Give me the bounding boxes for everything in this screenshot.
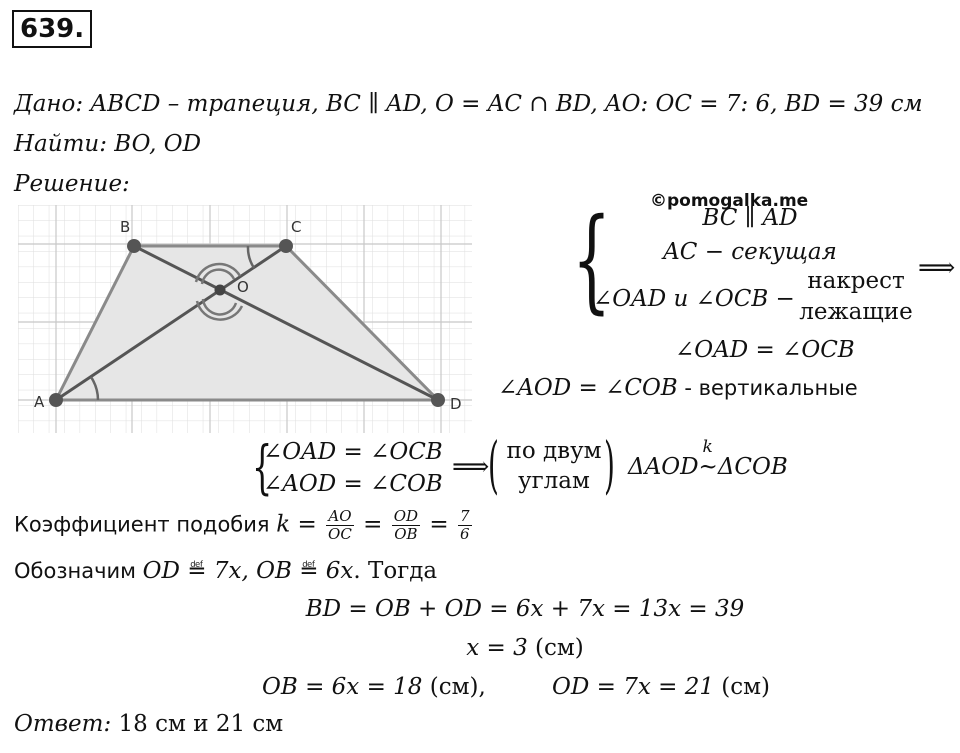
watermark: ©pomogalka.me: [650, 191, 809, 211]
denote-tail: . Тогда: [353, 558, 438, 584]
answer-line: [14, 709, 283, 739]
eq-ob: [262, 672, 486, 702]
system1-implies: ⟹: [918, 253, 956, 283]
similarity: [628, 437, 788, 482]
label-a: A: [34, 393, 45, 411]
coef-frac-2: [392, 508, 420, 543]
system1-row3-left: ∠OAD и ∠OCB −: [593, 286, 795, 312]
point-c: [279, 239, 293, 253]
system2-row2: ∠AOD = ∠COB: [263, 471, 443, 497]
frac2-den: OB: [394, 525, 418, 543]
similar-right: ΔCOB: [717, 454, 788, 480]
coef-k: k: [276, 511, 291, 538]
point-a: [49, 393, 63, 407]
paren-left: (: [488, 428, 499, 501]
eq-bd: BD = OB + OD = 6x + 7x = 13x = 39: [305, 596, 745, 622]
system2-brace: {: [252, 433, 273, 501]
point-b: [127, 239, 141, 253]
label-c: C: [291, 218, 302, 236]
eq-ob-unit: (см),: [422, 674, 486, 700]
system1-row3-right-bottom: лежащие: [799, 299, 913, 325]
eq-od-math: OD = 7x = 21: [552, 674, 714, 700]
similar-k: k: [702, 437, 713, 457]
point-d: [431, 393, 445, 407]
coef-eq-2: =: [355, 511, 390, 538]
problem-number: 639.: [12, 10, 92, 48]
point-o: [215, 285, 226, 296]
label-d: D: [450, 395, 462, 413]
coef-line: [14, 508, 474, 543]
label-o: O: [237, 278, 249, 296]
coef-frac-3: [458, 508, 472, 543]
system2-implies: ⟹: [452, 452, 490, 482]
def-sym-2: ≝: [299, 558, 319, 584]
system1-brace: {: [572, 195, 612, 325]
similar-tilde: ~: [698, 454, 718, 480]
frac1-den: OC: [328, 525, 352, 543]
denote-def2: 6x: [325, 558, 354, 584]
denote-text: Обозначим: [14, 559, 143, 583]
vertical-math: ∠AOD = ∠COB: [498, 375, 678, 401]
coef-eq-3: =: [422, 511, 456, 538]
find-text: : BO, OD: [99, 131, 202, 157]
denote-def1: 7x,: [213, 558, 257, 584]
paren-right: ): [604, 428, 615, 501]
given-text: : ABCD – трапеция, BC ∥ AD, O = AC ∩ BD, AO: OC = 7: 6, BD = 39 см: [75, 91, 923, 117]
vertical-line: [498, 373, 858, 403]
denote-line: [14, 556, 437, 586]
frac3-num: 7: [459, 507, 470, 525]
eq-od: [552, 672, 770, 702]
find-label: Найти: [14, 131, 100, 157]
coef-frac-1: [326, 508, 354, 543]
eq-x: [300, 633, 750, 663]
coef-text: Коэффициент подобия: [14, 512, 277, 537]
system2-paren-top: по двум: [506, 438, 602, 464]
system1-row3-right-top: накрест: [807, 268, 905, 294]
system2-row1: ∠OAD = ∠OCB: [263, 439, 443, 465]
denote-ob: OB: [256, 558, 292, 584]
eq-ob-math: OB = 6x = 18: [262, 674, 423, 700]
given-label: Дано: [14, 91, 76, 117]
system1-row2: AC − секущая: [663, 239, 837, 265]
system2-paren-bottom: углам: [518, 468, 590, 494]
answer-label: Ответ:: [14, 711, 112, 737]
def-sym-1: ≝: [187, 558, 207, 584]
eq-angles: ∠OAD = ∠OCB: [675, 337, 855, 363]
label-b: B: [120, 218, 131, 236]
eq-od-unit: (см): [713, 674, 770, 700]
similar-left: ΔAOD: [628, 454, 699, 480]
given-line: [14, 89, 923, 119]
frac2-num: OD: [393, 507, 419, 525]
vertical-text: - вертикальные: [677, 376, 858, 400]
trapezoid-figure: [14, 200, 474, 435]
frac3-den: 6: [459, 525, 470, 543]
answer-text: 18 см и 21 см: [111, 711, 284, 737]
similar-sign: [698, 437, 718, 482]
find-line: [14, 129, 201, 159]
frac1-num: AO: [326, 508, 354, 526]
system1-row1: BC ∥ AD: [702, 205, 798, 231]
eq-x-math: x = 3: [466, 635, 528, 661]
denote-od: OD: [142, 558, 180, 584]
solution-label: Решение:: [14, 171, 130, 197]
coef-eq-1: =: [290, 511, 325, 538]
eq-x-unit: (см): [527, 635, 584, 661]
